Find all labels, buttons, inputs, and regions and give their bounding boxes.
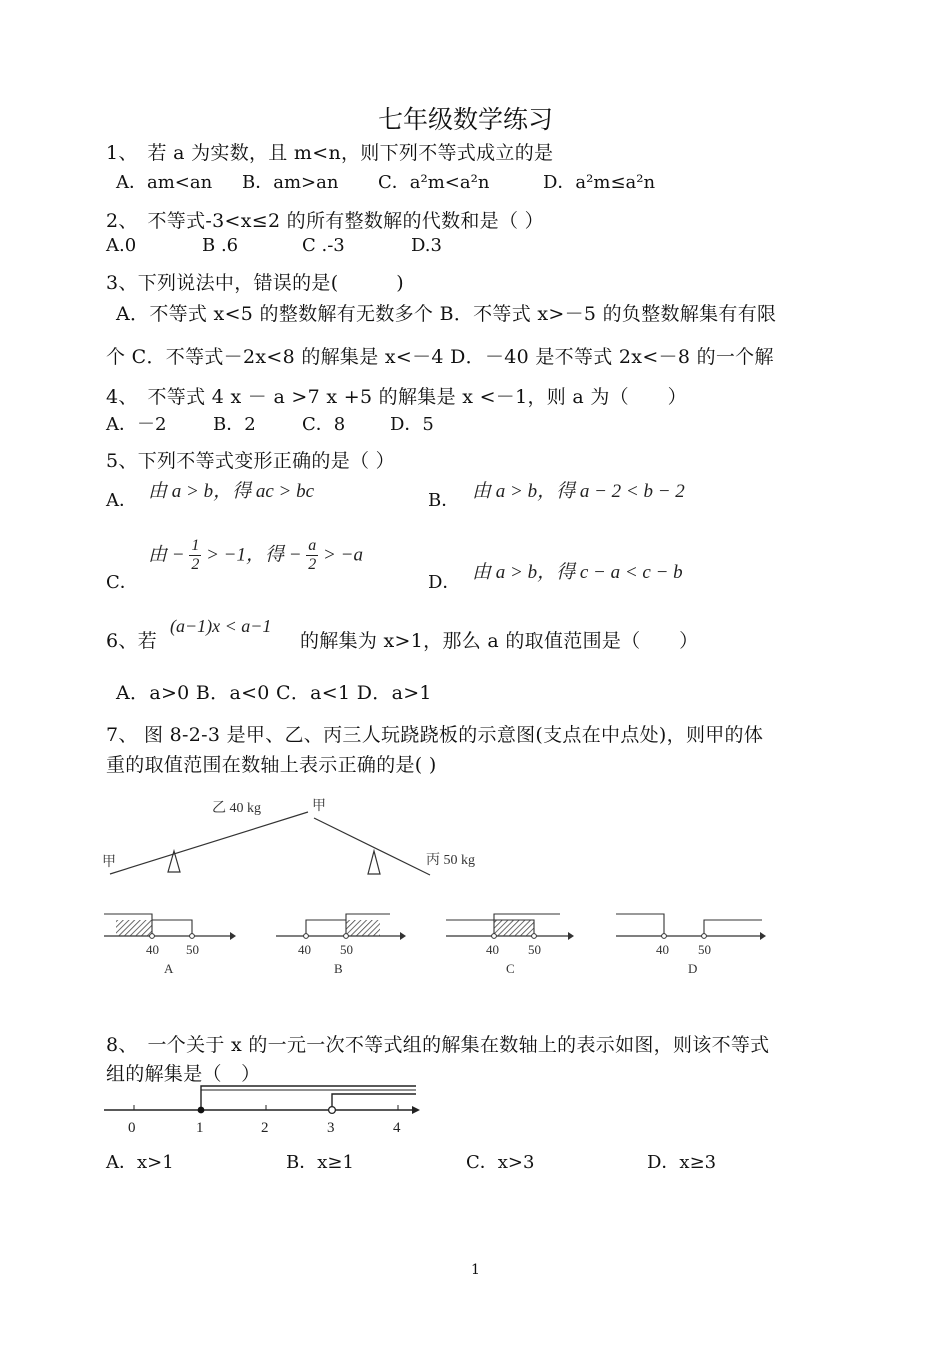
q2-option-a: A.0	[106, 235, 137, 256]
numberline-option-b	[276, 914, 406, 976]
numberline-b-tick-40: 40	[298, 942, 311, 957]
q4-option-b: B．2	[213, 414, 256, 435]
q1-option-a: A．am<an	[116, 172, 213, 193]
q6-options: A．a>0 B．a<0 C．a<1 D．a>1	[116, 682, 432, 704]
q3-line2: 个 C．不等式－2x<8 的解集是 x<－4 D．－40 是不等式 2x<－8 的一个解	[106, 346, 774, 368]
q7-line2: 重的取值范围在数轴上表示正确的是( )	[106, 754, 437, 776]
numberline-d-label: D	[688, 961, 698, 976]
q4-option-d: D．5	[390, 414, 434, 435]
numberline-option-d	[616, 914, 766, 976]
q4-option-a: A．－2	[106, 414, 167, 435]
seesaw-1	[102, 801, 308, 874]
numberline-a-tick-50: 50	[186, 942, 199, 957]
q5-c-frac1-num: 1	[189, 537, 201, 556]
numberline-a-label: A	[164, 961, 174, 976]
q5-option-d-label: D．	[428, 572, 461, 593]
q5-option-c-label: C．	[106, 572, 138, 593]
seesaw-2-left-label: 甲	[312, 799, 326, 814]
numberline-c-tick-40: 40	[486, 942, 499, 957]
q5-option-b-expr: 由 a > b，得 a − 2 < b − 2	[472, 481, 685, 502]
numberline-c-tick-50: 50	[528, 942, 541, 957]
q5-c-post: > −a	[323, 544, 363, 566]
q8-line1: 8、 一个关于 x 的一元一次不等式组的解集在数轴上的表示如图，则该不等式	[106, 1034, 770, 1056]
page-number: 1	[471, 1262, 480, 1278]
q2-option-b: B .6	[202, 235, 239, 256]
numberline-option-a	[104, 914, 236, 976]
q2-option-c: C .-3	[302, 235, 345, 256]
numberline-b-label: B	[334, 961, 343, 976]
q5-option-c-expr	[148, 537, 363, 575]
seesaw-2	[312, 798, 475, 875]
q5-option-d-expr: 由 a > b，得 c − a < c − b	[472, 562, 683, 583]
q5-c-frac2-num: a	[306, 537, 318, 556]
q8-option-a: A．x>1	[106, 1152, 174, 1173]
numberline-d-tick-50: 50	[698, 942, 711, 957]
numberline-b-tick-50: 50	[340, 942, 353, 957]
q8-tick-2: 2	[261, 1120, 269, 1136]
numberline-a-tick-40: 40	[146, 942, 159, 957]
numberline-d-tick-40: 40	[656, 942, 669, 957]
q1-option-b: B．am>an	[242, 172, 339, 193]
seesaw-2-right-label: 丙 50 kg	[426, 853, 475, 868]
q3-stem: 3、下列说法中，错误的是( )	[106, 272, 405, 294]
q5-c-frac1-den: 2	[191, 556, 200, 574]
q6-post: 的解集为 x>1，那么 a 的取值范围是（ ）	[300, 630, 699, 652]
q5-c-pre: 由 −	[148, 544, 185, 566]
q5-option-a-expr: 由 a > b，得 ac > bc	[148, 481, 315, 502]
q7-seesaw-figure	[100, 790, 780, 990]
q2-option-d: D.3	[411, 235, 442, 256]
q5-c-fraction-2	[306, 537, 318, 575]
numberline-option-c	[446, 914, 574, 976]
q2-stem: 2、 不等式-3<x≤2 的所有整数解的代数和是（ ）	[106, 210, 544, 232]
q8-option-d: D．x≥3	[647, 1152, 717, 1173]
q5-c-fraction-1	[189, 537, 201, 575]
q3-line1: A．不等式 x<5 的整数解有无数多个 B．不等式 x>－5 的负整数解集有有限	[116, 303, 777, 325]
q8-line2: 组的解集是（ ）	[106, 1063, 261, 1085]
seesaw-1-left-label: 甲	[102, 855, 116, 870]
q5-option-b-label: B．	[428, 490, 460, 511]
q4-option-c: C．8	[302, 414, 346, 435]
q1-option-c: C．a²m<a²n	[378, 172, 490, 193]
q5-c-frac2-den: 2	[308, 556, 317, 574]
q1-stem: 1、 若 a 为实数，且 m<n，则下列不等式成立的是	[106, 142, 554, 164]
q8-option-b: B．x≥1	[286, 1152, 354, 1173]
q8-number-line	[100, 1080, 430, 1140]
q8-tick-1: 1	[196, 1120, 204, 1136]
seesaw-1-right-label: 乙 40 kg	[212, 801, 261, 816]
q4-stem: 4、 不等式 4 x － a >7 x +5 的解集是 x <－1，则 a 为（ ）	[106, 386, 687, 408]
q8-tick-4: 4	[393, 1120, 401, 1136]
q5-c-mid: > −1，得 −	[206, 544, 302, 566]
q5-stem: 5、下列不等式变形正确的是（ ）	[106, 450, 395, 472]
page-title: 七年级数学练习	[378, 105, 554, 134]
q8-tick-0: 0	[128, 1120, 136, 1136]
q5-option-a-label: A．	[106, 490, 137, 511]
numberline-c-label: C	[506, 961, 515, 976]
q8-option-c: C．x>3	[466, 1152, 535, 1173]
q6-inequality: (a−1)x < a−1	[170, 616, 272, 636]
q1-option-d: D．a²m≤a²n	[543, 172, 656, 193]
q7-line1: 7、 图 8-2-3 是甲、乙、丙三人玩跷跷板的示意图(支点在中点处)，则甲的体	[106, 724, 764, 746]
q6-pre: 6、若	[106, 630, 157, 652]
q8-tick-3: 3	[327, 1120, 335, 1136]
